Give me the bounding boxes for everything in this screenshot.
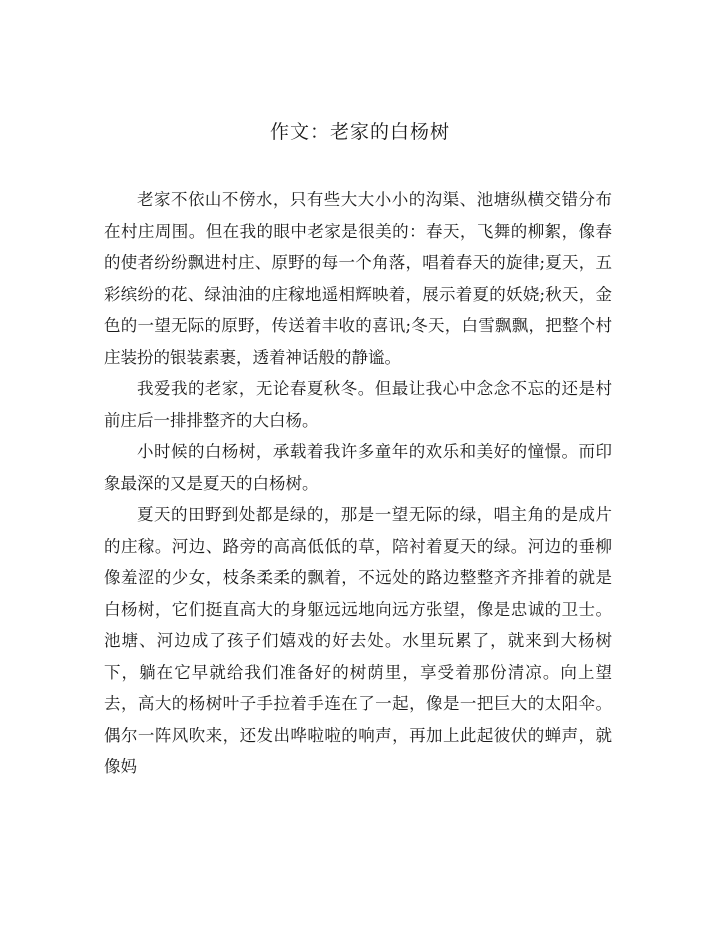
paragraph: 老家不依山不傍水，只有些大大小小的沟渠、池塘纵横交错分布在村庄周围。但在我的眼中老家是很美的：春天，飞舞的柳絮，像春的使者纷纷飘进村庄、原野的每一个角落，唱着春天的旋律;夏天，五彩缤纷的花、绿油油的庄稼地遥相辉映着，展示着夏的妖娆;秋天，金色的一望无际的原野，传送着丰收的喜讯;冬天，白雪飘飘，把整个村庄装扮的银装素裹，透着神话般的静谧。 bbox=[104, 190, 612, 367]
paragraph: 小时候的白杨树，承载着我许多童年的欢乐和美好的憧憬。而印象最深的又是夏天的白杨树。 bbox=[104, 442, 612, 493]
paragraph: 我爱我的老家，无论春夏秋冬。但最让我心中念念不忘的还是村前庄后一排排整齐的大白杨。 bbox=[104, 379, 612, 430]
page-title: 作文：老家的白杨树 bbox=[269, 121, 450, 143]
paragraph: 夏天的田野到处都是绿的，那是一望无际的绿，唱主角的是成片的庄稼。河边、路旁的高高低低的草，陪衬着夏天的绿。河边的垂柳像羞涩的少女，枝条柔柔的飘着，不远处的路边整整齐齐排着的就是白杨树，它们挺直高大的身躯远远地向远方张望，像是忠诚的卫士。池塘、河边成了孩子们嬉戏的好去处。水里玩累了，就来到大杨树下，躺在它早就给我们准备好的树荫里，享受着那份清凉。向上望去，高大的杨树叶子手拉着手连在了一起，像是一把巨大的太阳伞。偶尔一阵风吹来，还发出哗啦啦的响声，再加上此起彼伏的蝉声，就像妈 bbox=[104, 505, 612, 776]
article-body bbox=[104, 184, 612, 783]
